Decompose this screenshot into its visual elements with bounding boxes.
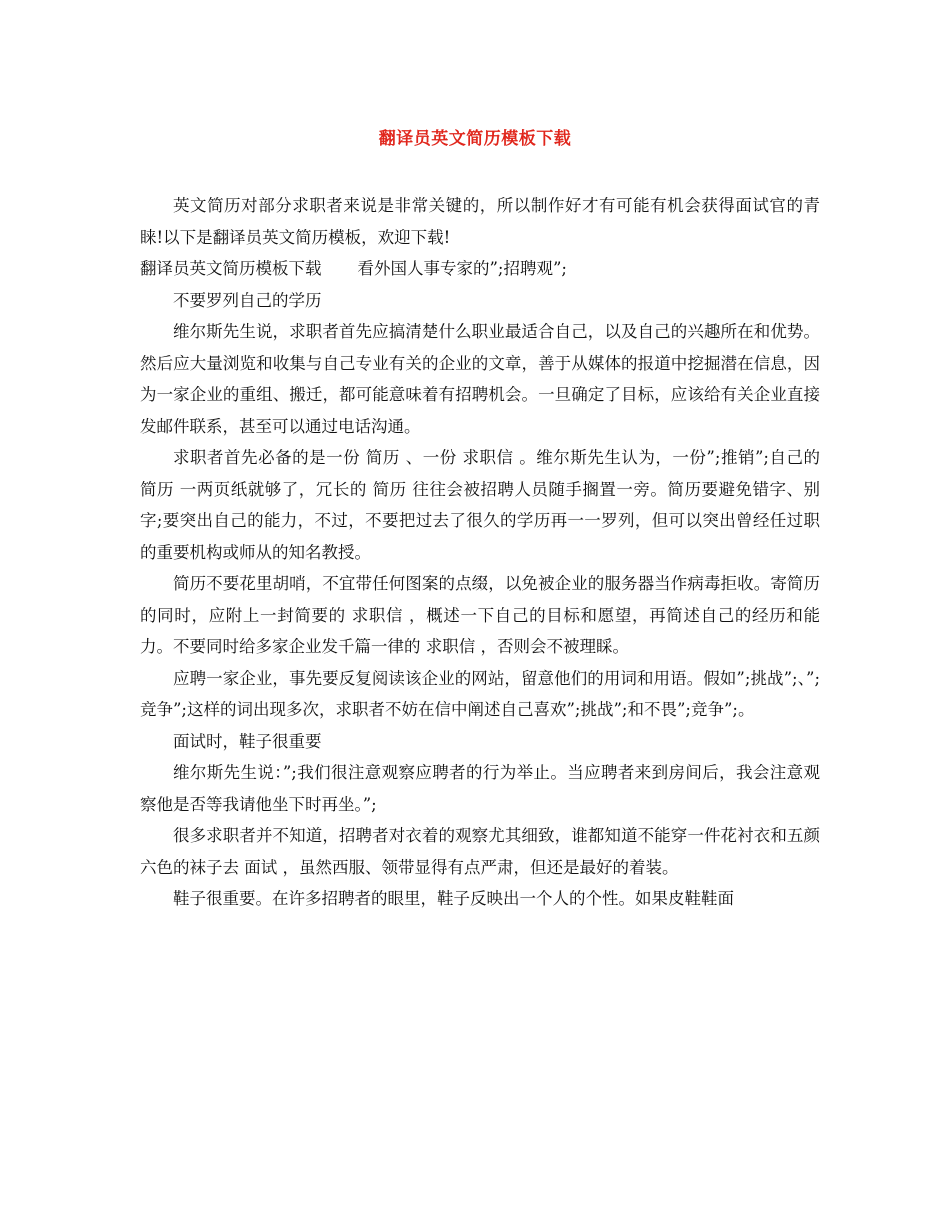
document-body: [140, 190, 820, 915]
paragraph-3: 简历不要花里胡哨，不宜带任何图案的点缀，以免被企业的服务器当作病毒拒收。寄简历的同时，应附上一封简要的 求职信 ，概述一下自己的目标和愿望，再简述自己的经历和能力。不要同时给多家企业发千篇一律的 求职信 ，否则会不被理睬。: [140, 574, 820, 656]
paragraph-6: 很多求职者并不知道，招聘者对衣着的观察尤其细致，谁都知道不能穿一件花衬衣和五颜六色的袜子去 面试 ，虽然西服、领带显得有点严肃，但还是最好的着装。: [140, 826, 820, 877]
paragraph-2: 求职者首先必备的是一份 简历 、一份 求职信 。维尔斯先生认为，一份”;推销”;自己的 简历 一两页纸就够了，冗长的 简历 往往会被招聘人员随手搁置一旁。简历要避免错字、别字;要突出自己的能力，不过，不要把过去了很久的学历再一一罗列，但可以突出曾经任过职的重要机构或师从的知名教授。: [140, 448, 820, 562]
paragraph-7: 鞋子很重要。在许多招聘者的眼里，鞋子反映出一个人的个性。如果皮鞋鞋面: [173, 889, 734, 908]
intro-paragraph: 英文简历对部分求职者来说是非常关键的，所以制作好才有可能有机会获得面试官的青睐!以下是翻译员英文简历模板，欢迎下载!: [140, 196, 820, 247]
paragraph-5: 维尔斯先生说：”;我们很注意观察应聘者的行为举止。当应聘者来到房间后，我会注意观察他是否等我请他坐下时再坐。”;: [140, 763, 820, 814]
subheading-line: [140, 253, 820, 285]
subheading-right: 看外国人事专家的”;招聘观”;: [357, 259, 567, 278]
paragraph-4: 应聘一家企业，事先要反复阅读该企业的网站，留意他们的用词和用语。假如”;挑战”;、”;竞争”;这样的词出现多次，求职者不妨在信中阐述自己喜欢”;挑战”;和不畏”;竞争”;。: [140, 668, 820, 719]
document-title: 翻译员英文简历模板下载: [378, 129, 572, 149]
section-heading-resume: 不要罗列自己的学历: [173, 290, 322, 310]
subheading-left: 翻译员英文简历模板下载: [140, 259, 322, 278]
paragraph-1: 维尔斯先生说，求职者首先应搞清楚什么职业最适合自己，以及自己的兴趣所在和优势。然后应大量浏览和收集与自己专业有关的企业的文章，善于从媒体的报道中挖掘潜在信息，因为一家企业的重组、搬迁，都可能意味着有招聘机会。一旦确定了目标，应该给有关企业直接发邮件联系，甚至可以通过电话沟通。: [140, 322, 820, 436]
section-heading-interview: 面试时，鞋子很重要: [173, 731, 322, 751]
